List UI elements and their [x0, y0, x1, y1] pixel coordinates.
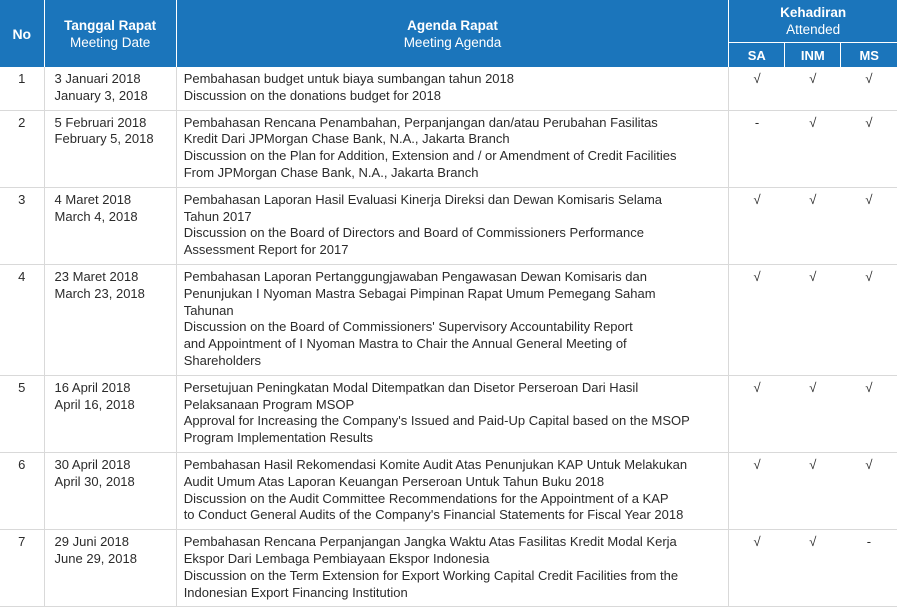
- attendance-inm: √: [785, 67, 841, 110]
- agenda-line: Pembahasan Laporan Pertanggungjawaban Pengawasan Dewan Komisaris dan: [183, 268, 647, 284]
- agenda-line: Tahun 2017: [183, 208, 252, 224]
- row-number: 5: [0, 375, 44, 452]
- row-number: 1: [0, 67, 44, 110]
- header-sa: SA: [729, 43, 785, 68]
- agenda-cell: [176, 375, 729, 452]
- agenda-line: Discussion on the donations budget for 2018: [183, 87, 441, 103]
- date-id: 4 Maret 2018: [54, 191, 132, 207]
- attendance-sa: √: [729, 375, 785, 452]
- date-id: 5 Februari 2018: [54, 114, 147, 130]
- row-number: 3: [0, 187, 44, 264]
- agenda-cell: [176, 110, 729, 187]
- agenda-line: Tahunan: [183, 302, 234, 318]
- meeting-date-cell: [44, 110, 176, 187]
- attendance-sa: √: [729, 452, 785, 529]
- date-en: April 30, 2018: [54, 473, 135, 489]
- table-row: [0, 110, 897, 187]
- table-row: [0, 187, 897, 264]
- table-row: [0, 452, 897, 529]
- date-en: February 5, 2018: [54, 131, 154, 147]
- header-agenda-en: Meeting Agenda: [403, 34, 502, 50]
- attendance-ms: √: [841, 375, 897, 452]
- agenda-line: and Appointment of I Nyoman Mastra to Chair the Annual General Meeting of: [183, 336, 627, 352]
- meeting-date-cell: [44, 375, 176, 452]
- agenda-line: Shareholders: [183, 352, 262, 368]
- attendance-inm: √: [785, 452, 841, 529]
- table-row: [0, 530, 897, 607]
- meeting-date-cell: [44, 187, 176, 264]
- attendance-sa: -: [729, 110, 785, 187]
- agenda-line: to Conduct General Audits of the Company's Financial Statements for Fiscal Year 2018: [183, 507, 684, 523]
- agenda-cell: [176, 67, 729, 110]
- attendance-inm: √: [785, 530, 841, 607]
- date-en: January 3, 2018: [54, 87, 148, 103]
- header-attend-id: Kehadiran: [780, 5, 847, 20]
- date-id: 16 April 2018: [54, 379, 131, 395]
- header-ms: MS: [841, 43, 897, 68]
- agenda-line: Pembahasan Laporan Hasil Evaluasi Kinerja Direksi dan Dewan Komisaris Selama: [183, 191, 663, 207]
- meeting-date-cell: [44, 264, 176, 375]
- header-attendance: [729, 0, 897, 43]
- table-row: [0, 67, 897, 110]
- attendance-inm: √: [785, 187, 841, 264]
- date-en: April 16, 2018: [54, 396, 135, 412]
- agenda-line: Ekspor Dari Lembaga Pembiayaan Ekspor Indonesia: [183, 550, 490, 566]
- agenda-line: Discussion on the Plan for Addition, Extension and / or Amendment of Credit Facilities: [183, 148, 677, 164]
- attendance-sa: √: [729, 530, 785, 607]
- header-meeting-agenda: [176, 0, 729, 67]
- attendance-ms: √: [841, 264, 897, 375]
- agenda-line: Indonesian Export Financing Institution: [183, 584, 408, 600]
- attendance-ms: √: [841, 67, 897, 110]
- header-date-en: Meeting Date: [69, 34, 151, 50]
- date-en: March 23, 2018: [54, 285, 145, 301]
- agenda-cell: [176, 452, 729, 529]
- attendance-sa: √: [729, 187, 785, 264]
- agenda-line: Program Implementation Results: [183, 430, 373, 446]
- table-row: [0, 375, 897, 452]
- date-id: 23 Maret 2018: [54, 268, 139, 284]
- agenda-cell: [176, 187, 729, 264]
- table-body: [0, 67, 897, 607]
- row-number: 4: [0, 264, 44, 375]
- agenda-line: Audit Umum Atas Laporan Keuangan Perseroan Untuk Tahun Buku 2018: [183, 473, 605, 489]
- agenda-line: Discussion on the Audit Committee Recommendations for the Appointment of a KAP: [183, 490, 669, 506]
- agenda-cell: [176, 530, 729, 607]
- attendance-ms: √: [841, 110, 897, 187]
- agenda-line: Penunjukan I Nyoman Mastra Sebagai Pimpinan Rapat Umum Pemegang Saham: [183, 285, 656, 301]
- attendance-ms: √: [841, 187, 897, 264]
- header-meeting-date: [44, 0, 176, 67]
- row-number: 2: [0, 110, 44, 187]
- row-number: 6: [0, 452, 44, 529]
- attendance-ms: √: [841, 452, 897, 529]
- agenda-line: Pembahasan Rencana Perpanjangan Jangka Waktu Atas Fasilitas Kredit Modal Kerja: [183, 534, 677, 550]
- agenda-line: Pembahasan Rencana Penambahan, Perpanjangan dan/atau Perubahan Fasilitas: [183, 114, 658, 130]
- agenda-line: Discussion on the Term Extension for Export Working Capital Credit Facilities from the: [183, 567, 679, 583]
- attendance-inm: √: [785, 375, 841, 452]
- row-number: 7: [0, 530, 44, 607]
- header-attend-en: Attended: [786, 22, 841, 37]
- date-id: 30 April 2018: [54, 456, 131, 472]
- agenda-line: Kredit Dari JPMorgan Chase Bank, N.A., Jakarta Branch: [183, 131, 510, 147]
- date-en: June 29, 2018: [54, 550, 137, 566]
- header-inm: INM: [785, 43, 841, 68]
- agenda-line: From JPMorgan Chase Bank, N.A., Jakarta Branch: [183, 164, 479, 180]
- table-row: [0, 264, 897, 375]
- meeting-date-cell: [44, 67, 176, 110]
- agenda-line: Pembahasan budget untuk biaya sumbangan tahun 2018: [183, 71, 515, 86]
- agenda-line: Assessment Report for 2017: [183, 242, 349, 258]
- agenda-line: Pembahasan Hasil Rekomendasi Komite Audit Atas Penunjukan KAP Untuk Melakukan: [183, 456, 688, 472]
- attendance-sa: √: [729, 67, 785, 110]
- attendance-ms: -: [841, 530, 897, 607]
- agenda-cell: [176, 264, 729, 375]
- date-id: 29 Juni 2018: [54, 534, 129, 550]
- agenda-line: Approval for Increasing the Company's Issued and Paid-Up Capital based on the MSOP: [183, 413, 690, 429]
- attendance-inm: √: [785, 264, 841, 375]
- attendance-sa: √: [729, 264, 785, 375]
- agenda-line: Discussion on the Board of Commissioners' Supervisory Accountability Report: [183, 319, 633, 335]
- attendance-inm: √: [785, 110, 841, 187]
- table-header: [0, 0, 897, 67]
- date-id: 3 Januari 2018: [54, 71, 141, 86]
- agenda-line: Pelaksanaan Program MSOP: [183, 396, 355, 412]
- agenda-line: Discussion on the Board of Directors and Board of Commissioners Performance: [183, 225, 644, 241]
- meeting-date-cell: [44, 530, 176, 607]
- header-no: No: [0, 0, 44, 67]
- agenda-line: Persetujuan Peningkatan Modal Ditempatkan dan Disetor Perseroan Dari Hasil: [183, 379, 639, 395]
- meeting-date-cell: [44, 452, 176, 529]
- date-en: March 4, 2018: [54, 208, 138, 224]
- header-date-id: Tanggal Rapat: [64, 17, 157, 33]
- header-agenda-id: Agenda Rapat: [407, 17, 498, 33]
